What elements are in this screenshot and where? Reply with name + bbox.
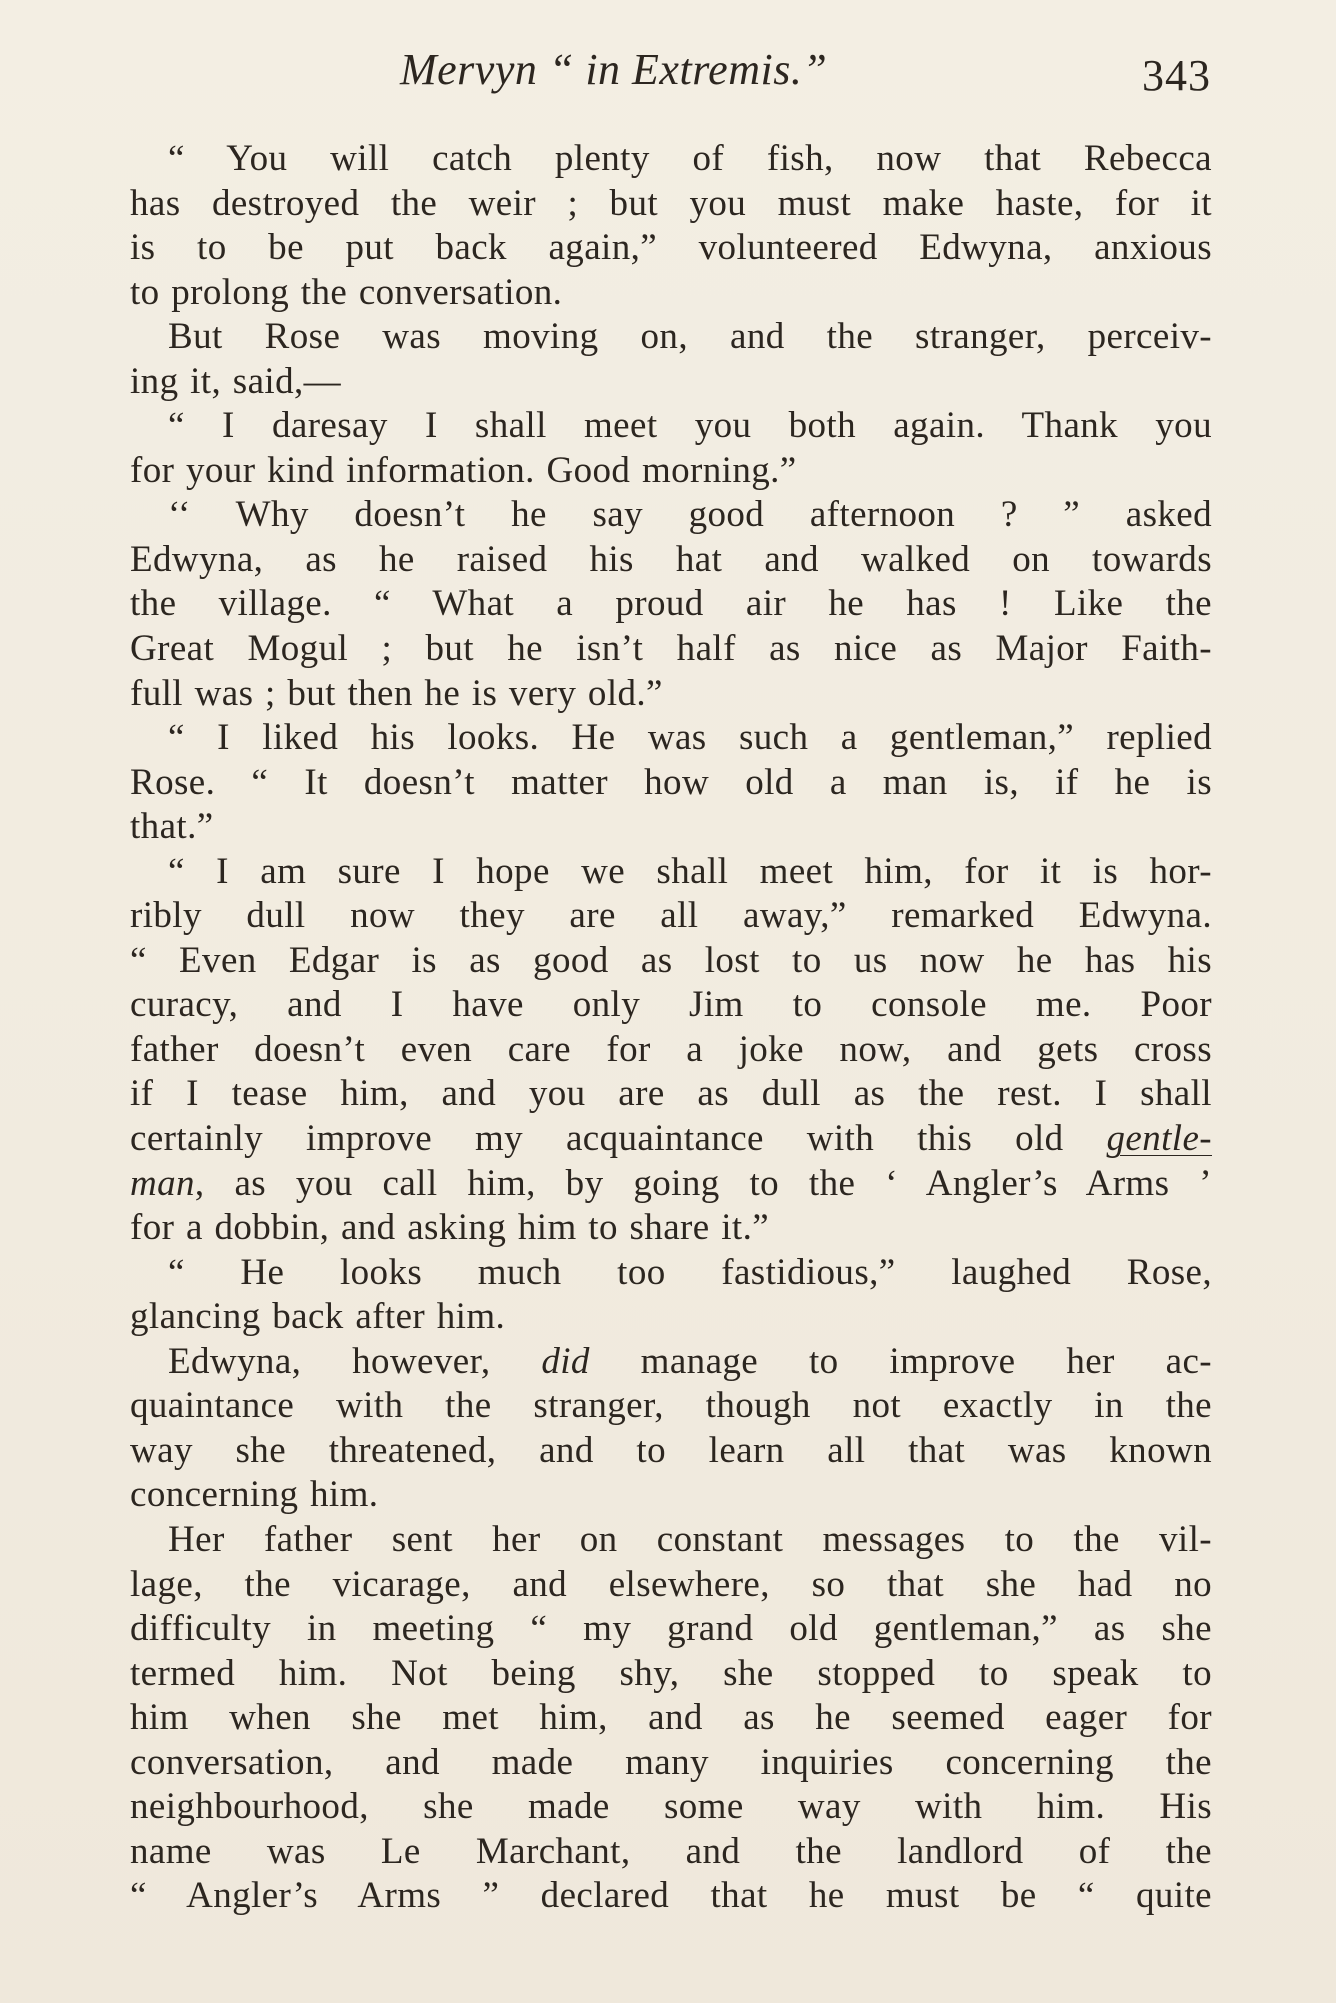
text-line: “ He looks much too fastidious,” laughed Rose, — [168, 1251, 1212, 1293]
text-line: way she threatened, and to learn all that was known — [130, 1429, 1212, 1471]
text-line: ing it, said,— — [130, 360, 342, 402]
text-line: him when she met him, and as he seemed eager for — [130, 1697, 1212, 1739]
text-line: father doesn’t even care for a joke now, and gets cross — [130, 1028, 1212, 1070]
text-line: Edwyna, as he raised his hat and walked on towards — [130, 538, 1212, 580]
text-line: termed him. Not being shy, she stopped to speak to — [130, 1652, 1212, 1694]
text-line: lage, the vicarage, and elsewhere, so that she had no — [130, 1563, 1212, 1605]
body-text — [130, 137, 1212, 1919]
text-line: to prolong the conversation. — [130, 271, 563, 313]
text-line: certainly improve my acquaintance with this old gentle- — [130, 1118, 1212, 1160]
text-line: “ I am sure I hope we shall meet him, for it is hor- — [168, 850, 1212, 892]
text-line: Rose. “ It doesn’t matter how old a man is, if he is — [130, 761, 1212, 803]
text-line: is to be put back again,” volunteered Edwyna, anxious — [130, 227, 1212, 269]
text-line: name was Le Marchant, and the landlord of the — [130, 1830, 1212, 1872]
text-line: for a dobbin, and asking him to share it.” — [130, 1207, 770, 1249]
text-line: conversation, and made many inquiries concerning the — [130, 1741, 1212, 1783]
text-line: concerning him. — [130, 1474, 379, 1516]
text-line: “ Angler’s Arms ” declared that he must be “ quite — [130, 1875, 1212, 1917]
text-line: man, as you call him, by going to the ‘ Angler’s Arms ’ — [130, 1162, 1212, 1204]
text-line: “ Even Edgar is as good as lost to us now he has his — [130, 939, 1212, 981]
text-line: “ I daresay I shall meet you both again. Thank you — [168, 405, 1212, 447]
text-line: for your kind information. Good morning.” — [130, 449, 797, 491]
text-line: ‘‘ Why doesn’t he say good afternoon ? ” asked — [168, 494, 1212, 536]
page-number: 343 — [1142, 51, 1211, 100]
text-line: if I tease him, and you are as dull as the rest. I shall — [130, 1073, 1212, 1115]
text-line: ribly dull now they are all away,” remarked Edwyna. — [130, 895, 1212, 937]
text-line: “ You will catch plenty of fish, now that Rebecca — [168, 138, 1212, 179]
emphasis-text: man — [130, 1162, 195, 1204]
text-line: Her father sent her on constant messages to the vil- — [168, 1518, 1212, 1560]
text-line: Edwyna, however, did manage to improve her ac- — [168, 1340, 1212, 1382]
text-line: Great Mogul ; but he isn’t half as nice as Major Faith- — [130, 628, 1212, 670]
text-line: difficulty in meeting “ my grand old gentleman,” as she — [130, 1608, 1212, 1650]
text-line: the village. “ What a proud air he has ! Like the — [130, 583, 1212, 625]
text-line: has destroyed the weir ; but you must make haste, for it — [130, 182, 1212, 224]
emphasis-text: gentle- — [1106, 1118, 1212, 1160]
text-line: neighbourhood, she made some way with him. His — [130, 1786, 1212, 1828]
running-title: Mervyn “ in Extremis.” — [400, 45, 828, 94]
text-line: “ I liked his looks. He was such a gentleman,” replied — [168, 717, 1212, 759]
text-line: that.” — [130, 806, 214, 848]
text-line: glancing back after him. — [130, 1296, 506, 1338]
emphasis-text: did — [541, 1340, 590, 1382]
text-line: full was ; but then he is very old.” — [130, 672, 663, 714]
text-line: curacy, and I have only Jim to console me. Poor — [130, 984, 1212, 1026]
text-line: But Rose was moving on, and the stranger, perceiv- — [168, 316, 1212, 358]
text-line: quaintance with the stranger, though not exactly in the — [130, 1385, 1212, 1427]
